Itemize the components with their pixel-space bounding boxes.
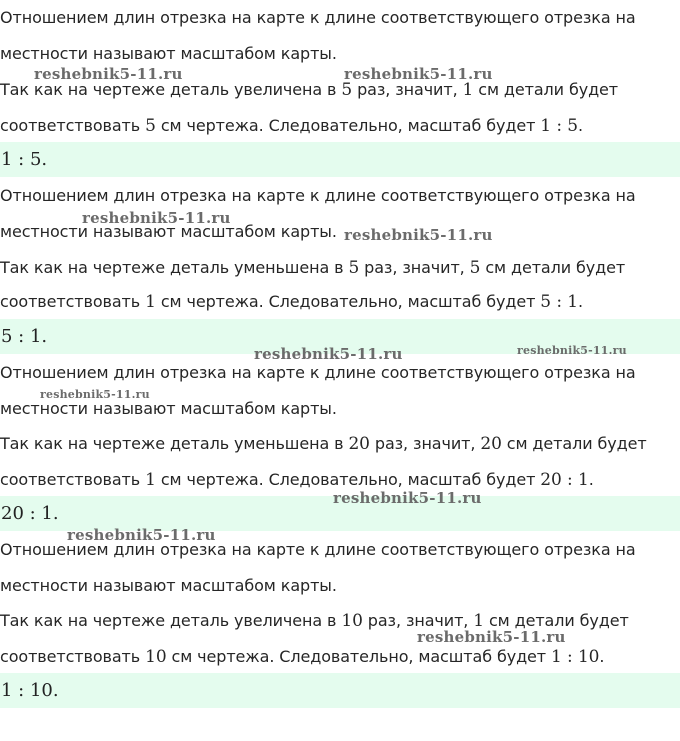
- number: 10: [145, 647, 167, 667]
- watermark: reshebnik5-11.ru: [517, 344, 627, 357]
- definition-line-2: местности называют масштабом карты.: [0, 576, 337, 595]
- watermark: reshebnik5-11.ru: [34, 65, 183, 83]
- conclusion-line: [0, 647, 680, 667]
- text: Так как на чертеже деталь увеличена в: [0, 611, 342, 630]
- definition-line-1: Отношением длин отрезка на карте к длине соответствующего отрезка на: [0, 186, 636, 205]
- number: 5: [348, 258, 360, 278]
- text: см чертежа. Следовательно, масштаб будет: [155, 470, 541, 489]
- watermark: reshebnik5-11.ru: [333, 489, 482, 507]
- definition-line-2: местности называют масштабом карты.: [0, 222, 337, 241]
- text: см детали будет: [501, 434, 647, 453]
- answer-text: 20 : 1.: [1, 503, 59, 524]
- number: 1: [473, 611, 484, 631]
- number: 5: [341, 80, 353, 100]
- number: 1: [145, 292, 156, 312]
- text: .: [588, 470, 594, 489]
- text: соответствовать: [0, 116, 146, 135]
- text: см чертежа. Следовательно, масштаб будет: [166, 647, 552, 666]
- text: см детали будет: [480, 258, 626, 277]
- definition-line-1: Отношением длин отрезка на карте к длине соответствующего отрезка на: [0, 8, 636, 27]
- scale-value: 1 : 10: [551, 647, 600, 667]
- watermark: reshebnik5-11.ru: [344, 65, 493, 83]
- scale-value: 5 : 1: [540, 292, 578, 312]
- text: раз, значит,: [362, 611, 474, 630]
- number: 10: [341, 611, 363, 631]
- number: 5: [469, 258, 481, 278]
- scale-value: 1 : 5: [540, 116, 578, 136]
- text: .: [577, 116, 583, 135]
- definition-line-2: местности называют масштабом карты.: [0, 399, 337, 418]
- text: Так как на чертеже деталь уменьшена в: [0, 434, 349, 453]
- number: 1: [462, 80, 474, 100]
- definition-line-1: Отношением длин отрезка на карте к длине соответствующего отрезка на: [0, 363, 636, 382]
- definition-line-2: местности называют масштабом карты.: [0, 44, 337, 63]
- watermark: reshebnik5-11.ru: [67, 526, 216, 544]
- text: соответствовать: [0, 470, 146, 489]
- text: .: [577, 292, 583, 311]
- text: см чертежа. Следовательно, масштаб будет: [155, 116, 541, 135]
- text: соответствовать: [0, 292, 146, 311]
- reasoning-line: [0, 80, 680, 100]
- number: 1: [145, 470, 156, 490]
- conclusion-line: [0, 470, 680, 490]
- watermark: reshebnik5-11.ru: [417, 628, 566, 646]
- number: 5: [145, 116, 156, 136]
- text: раз, значит,: [359, 258, 470, 277]
- text: соответствовать: [0, 647, 146, 666]
- number: 20: [348, 434, 370, 454]
- reasoning-line: [0, 434, 680, 454]
- conclusion-line: [0, 116, 680, 136]
- text: .: [599, 647, 605, 666]
- text: см детали будет: [473, 80, 619, 99]
- watermark: reshebnik5-11.ru: [40, 388, 150, 401]
- text: Так как на чертеже деталь увеличена в: [0, 80, 342, 99]
- reasoning-line: [0, 611, 680, 631]
- conclusion-line: [0, 292, 680, 312]
- answer-text: 5 : 1.: [1, 326, 48, 347]
- scale-value: 20 : 1: [540, 470, 589, 490]
- definition-line-1: Отношением длин отрезка на карте к длине соответствующего отрезка на: [0, 540, 636, 559]
- answer-text: 1 : 5.: [1, 149, 48, 170]
- text: раз, значит,: [352, 80, 463, 99]
- number: 20: [480, 434, 502, 454]
- text: см детали будет: [483, 611, 629, 630]
- text: см чертежа. Следовательно, масштаб будет: [155, 292, 541, 311]
- answer-box: [0, 673, 680, 708]
- reasoning-line: [0, 258, 680, 278]
- text: раз, значит,: [369, 434, 481, 453]
- answer-text: 1 : 10.: [1, 680, 59, 701]
- watermark: reshebnik5-11.ru: [254, 345, 403, 363]
- text: Так как на чертеже деталь уменьшена в: [0, 258, 349, 277]
- answer-box: [0, 142, 680, 177]
- watermark: reshebnik5-11.ru: [82, 209, 231, 227]
- watermark: reshebnik5-11.ru: [344, 226, 493, 244]
